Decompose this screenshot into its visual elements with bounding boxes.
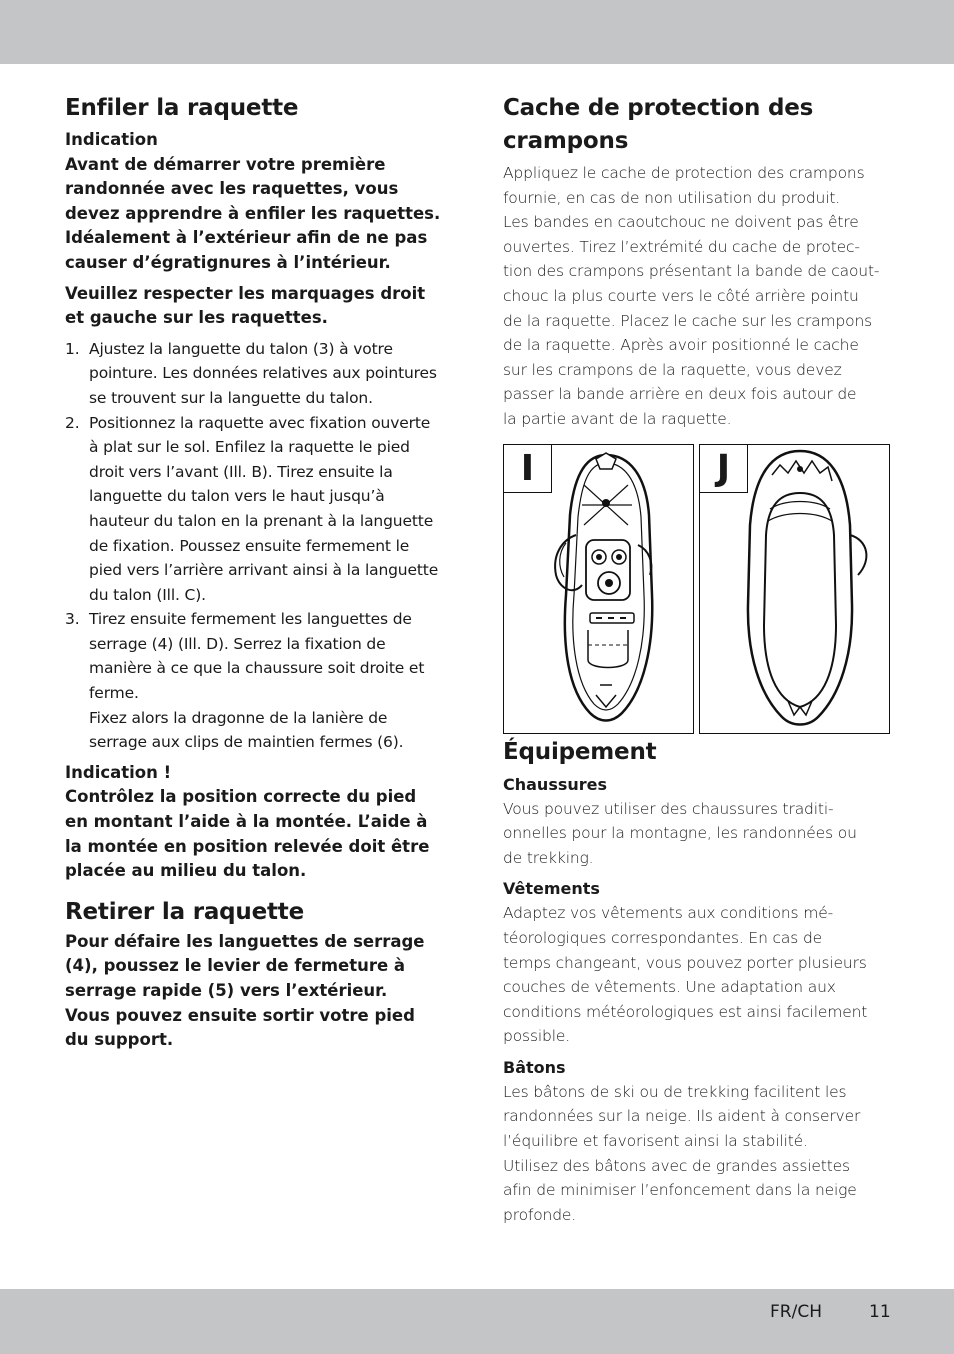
heading-put-on-snowshoe: Enfiler la raquette [65, 95, 299, 121]
instruction-steps [65, 337, 457, 755]
heading-remove-snowshoe: Retirer la raquette [65, 898, 304, 925]
poles-label: Bâtons [503, 1057, 566, 1077]
header-band [0, 0, 954, 64]
shoes-text: Vous pouvez utiliser des chaussures traditi- onnelles pour la montagne, les randonnées ou de trekking. [503, 799, 857, 867]
indication-label: Indication [65, 130, 158, 149]
poles-text: Les bâtons de ski ou de trekking facilitent les randonnées sur la neige. Ils aident à conserver l’équilibre et favorisent ainsi la stabilité. Utilisez des bâtons avec de grandes assiettes afin de minimiser l’enfoncement dans la neige profonde. [503, 1082, 861, 1224]
figure-i-label: I [504, 445, 552, 493]
figure-row [503, 444, 895, 736]
page-number: 11 [869, 1302, 891, 1322]
warning-text: Contrôlez la position correcte du pied en montant l’aide à la montée. L’aide à la montée en position relevée doit être placée au milieu du talon. [65, 787, 430, 881]
figure-i [503, 444, 694, 734]
heading-equipment: Équipement [503, 738, 657, 765]
footer-language: FR/CH [770, 1302, 822, 1322]
left-column [65, 92, 457, 1053]
indication-text: Avant de démarrer votre première randonnée avec les raquettes, vous devez apprendre à enfiler les raquettes. Idéalement à l’extérieur afin de ne pas causer d’égratignures à l’intérieur. [65, 154, 441, 272]
clothing-label: Vêtements [503, 879, 600, 899]
right-column [503, 92, 895, 1227]
step-item: 2. Positionnez la raquette avec fixation ouverte à plat sur le sol. Enfilez la raquette le pied droit vers l’avant (Ill. B). Tirez ensuite la languette du talon vers le haut jusqu’à hauteur du talon en la prenant à la languette de fixation. Poussez ensuite fermement le pied vers l’arrière arrivant ainsi à la languette du talon (Ill. C). [65, 413, 439, 604]
figure-j-label: J [700, 445, 748, 493]
cover-text: Appliquez le cache de protection des crampons fournie, en cas de non utilisation du produit. Les bandes en caoutchouc ne doivent pas être ouvertes. Tirez l’extrémité du cache de protec- tion des crampons présentant la bande de caout- chouc la plus courte vers le côté arrière pointu de la raquette. Placez le cache sur les crampons de la raquette. Après avoir positionné le cache sur les crampons de la raquette, vous devez passer la bande arrière en deux fois autour de la partie avant de la raquette. [503, 164, 880, 428]
shoes-label: Chaussures [503, 774, 608, 794]
warning-label: Indication ! [65, 762, 172, 782]
remove-text: Pour défaire les languettes de serrage (4), poussez le levier de fermeture à serrage rapide (5) vers l’extérieur. Vous pouvez ensuite sortir votre pied du support. [65, 931, 425, 1050]
clothing-text: Adaptez vos vêtements aux conditions mé- téorologiques correspondantes. En cas de temps changeant, vous pouvez porter plusieurs couches de vêtements. Une adaptation aux conditions météorologiques est ainsi facilement possible. [503, 904, 868, 1046]
figure-j [699, 444, 890, 734]
step-item: 1. Ajustez la languette du talon (3) à votre pointure. Les données relatives aux pointures se trouvent sur la languette du talon. [65, 339, 437, 407]
marking-notice: Veuillez respecter les marquages droit et gauche sur les raquettes. [65, 283, 426, 328]
step-item: 3. Tirez ensuite fermement les languettes de serrage (4) (Ill. D). Serrez la fixation de manière à ce que la chaussure soit droite et ferme. Fixez alors la dragonne de la lanière de serrage aux clips de maintien fermes (6). [65, 610, 425, 752]
heading-crampon-cover: Cache de protection des crampons [503, 95, 814, 154]
